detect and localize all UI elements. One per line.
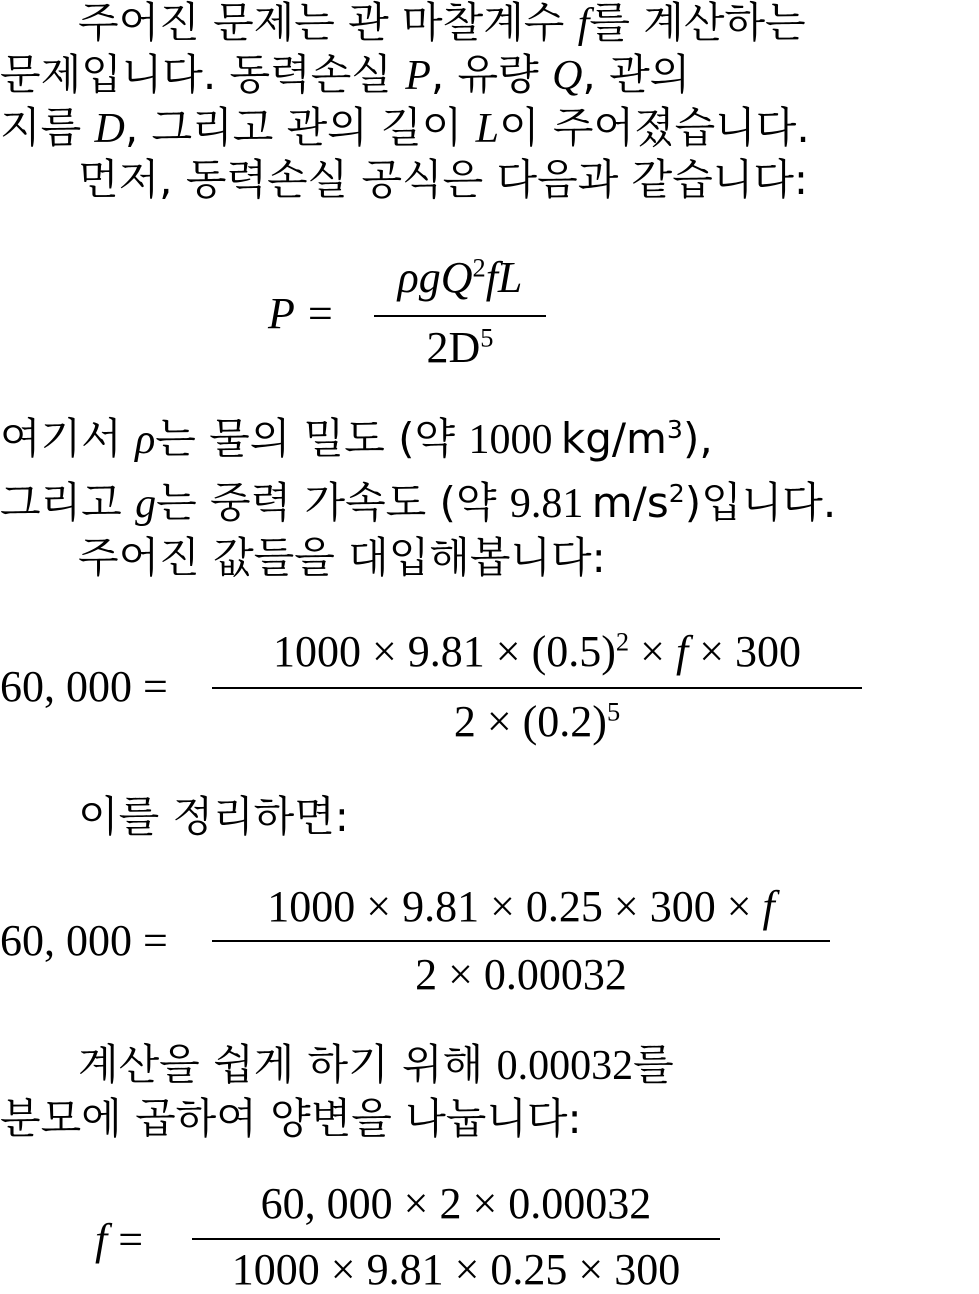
text-line-7 <box>78 533 606 582</box>
text-line-2 <box>0 50 691 99</box>
text-line-9 <box>78 1040 674 1089</box>
eq1-num-part: ρgQ <box>397 253 473 302</box>
text-span: , 유량 <box>430 50 553 99</box>
text-line-6 <box>0 478 837 527</box>
eq2-num-part: 1000 × 9.81 × (0.5) <box>272 627 616 676</box>
fraction-bar <box>192 1238 720 1240</box>
eq4-lhs-f: f <box>95 1215 108 1264</box>
text-span: 문제입니다. 동력손실 <box>0 50 406 99</box>
text-span: 그리고 <box>0 478 136 527</box>
text-span: 를 <box>633 1040 674 1089</box>
eq3-num-part: 1000 × 9.81 × 0.25 × 300 × <box>267 882 763 931</box>
text-span: , 그리고 관의 길이 <box>124 103 476 152</box>
text-span: 분모에 곱하여 양변을 나눕니다: <box>0 1094 582 1143</box>
equation-1-fraction <box>374 250 546 370</box>
number: 0.00032 <box>496 1043 634 1089</box>
eq4-lhs-eq: = <box>107 1215 144 1264</box>
eq2-num-part: × 300 <box>688 627 802 676</box>
text-span: 이 주어졌습니다. <box>498 103 810 152</box>
math-P: P <box>405 53 431 99</box>
equation-2-fraction <box>212 620 862 745</box>
math-rho: ρ <box>135 417 156 463</box>
exponent: 3 <box>666 415 683 444</box>
eq2-numerator <box>212 626 862 676</box>
unit: kg/m <box>560 414 667 463</box>
text-span: 주어진 문제는 관 마찰계수 <box>78 0 578 47</box>
math-D: D <box>94 106 125 152</box>
math-Q: Q <box>552 53 583 99</box>
math-g: g <box>135 481 157 527</box>
text-span: 먼저, 동력손실 공식은 다음과 같습니다: <box>78 155 809 204</box>
eq3-denominator <box>212 950 830 999</box>
eq1-den-exp: 5 <box>480 322 494 353</box>
text-span: 지름 <box>0 103 95 152</box>
eq1-num-part: fL <box>485 253 523 302</box>
eq2-num-f: f <box>675 627 689 676</box>
text-line-8 <box>78 792 349 841</box>
text-span: 계산을 쉽게 하기 위해 <box>78 1040 497 1089</box>
text-line-3 <box>0 103 810 152</box>
math-f: f <box>577 1 590 47</box>
text-span: )입니다. <box>684 478 837 527</box>
equation-3-fraction <box>212 875 830 1000</box>
equation-1-lhs <box>268 289 335 338</box>
eq1-denominator <box>374 322 546 372</box>
equation-4-lhs <box>95 1215 144 1264</box>
math-L: L <box>475 106 499 152</box>
text-span: 이를 정리하면: <box>78 792 349 841</box>
eq4-numerator <box>192 1179 720 1228</box>
eq4-den: 1000 × 9.81 × 0.25 × 300 <box>231 1245 681 1294</box>
eq2-num-part: × <box>629 627 676 676</box>
eq1-numerator <box>374 252 546 302</box>
eq-lhs: P = <box>268 289 335 338</box>
eq2-den-exp: 5 <box>606 696 621 727</box>
number: 9.81 <box>509 481 584 527</box>
eq1-den-part: 2D <box>426 323 481 372</box>
text-line-10 <box>0 1094 582 1143</box>
eq-lhs: 60, 000 = <box>0 916 168 965</box>
eq2-denominator <box>212 696 862 746</box>
text-span: 는 물의 밀도 (약 <box>155 414 469 463</box>
text-span: , 관의 <box>582 50 691 99</box>
equation-4-fraction <box>192 1172 720 1294</box>
eq2-num-exp: 2 <box>615 626 630 657</box>
equation-3-lhs <box>0 916 168 965</box>
eq4-num: 60, 000 × 2 × 0.00032 <box>260 1179 652 1228</box>
number: 1000 <box>468 417 553 463</box>
unit: m/s <box>591 478 669 527</box>
text-span: ), <box>682 414 713 463</box>
eq2-den-part: 2 × (0.2) <box>453 697 607 746</box>
eq4-denominator <box>192 1245 720 1294</box>
text-span: 여기서 <box>0 414 136 463</box>
fraction-bar <box>212 940 830 942</box>
text-line-5 <box>0 414 713 463</box>
eq3-den: 2 × 0.00032 <box>415 950 627 999</box>
text-span: 주어진 값들을 대입해봅니다: <box>78 533 606 582</box>
text-span: 를 계산하는 <box>589 0 806 47</box>
eq3-num-f: f <box>762 882 775 931</box>
fraction-bar <box>212 687 862 689</box>
fraction-bar <box>374 315 546 317</box>
eq-lhs: 60, 000 = <box>0 662 168 711</box>
equation-2-lhs <box>0 662 168 711</box>
eq1-num-exp: 2 <box>472 252 486 283</box>
eq3-numerator <box>212 882 830 931</box>
text-line-1 <box>78 2 806 45</box>
text-span: 는 중력 가속도 (약 <box>156 478 510 527</box>
exponent: 2 <box>668 479 685 508</box>
text-line-4 <box>78 155 809 204</box>
